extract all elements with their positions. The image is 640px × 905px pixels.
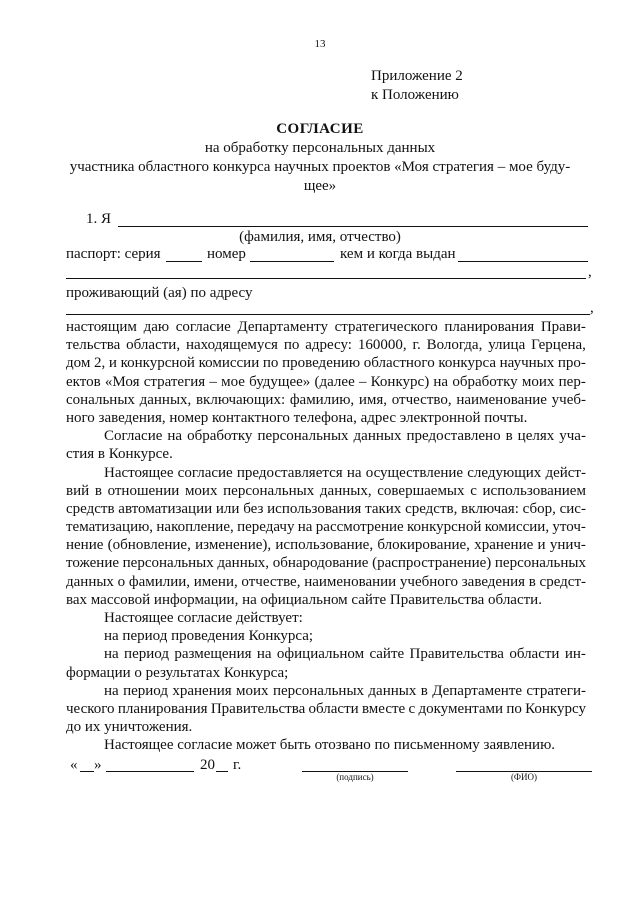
- text-line: стия в Конкурсе.: [66, 446, 173, 463]
- consent-body: [66, 318, 586, 755]
- text-line: ческого планирования Правительства области вместе с документами по Конкурсу: [66, 700, 586, 717]
- passport-number-label: номер: [207, 246, 246, 262]
- item-1-label: 1. Я: [86, 211, 112, 227]
- text-line: формации о результатах Конкурса;: [66, 664, 289, 681]
- date-quote-open: «: [70, 757, 78, 773]
- fio-field-line[interactable]: [118, 226, 588, 227]
- address-field-line[interactable]: [66, 314, 590, 315]
- date-year-suffix: г.: [233, 757, 242, 773]
- text-line: сональных данных, включающих: фамилию, имя, отчество, наименование учеб-: [66, 391, 586, 408]
- text-line: Согласие на обработку персональных данных предоставлено в целях уча-: [104, 428, 586, 445]
- text-line: нение (обновление, изменение), использование, блокирование, хранение и унич-: [66, 537, 586, 554]
- text-line: данных о фамилии, имени, отчестве, наименовании учебного заведения в средст-: [66, 573, 586, 590]
- date-month-field-line[interactable]: [106, 771, 194, 772]
- text-line: ектов «Моя стратегия – мое будущее» (далее – Конкурс) на обработку моих пер-: [66, 373, 586, 390]
- text-line: настоящим даю согласие Департаменту стратегического планирования Прави-: [66, 319, 586, 335]
- date-year-field-line[interactable]: [216, 771, 228, 772]
- text-line: на период проведения Конкурса;: [104, 628, 314, 645]
- text-line: тожение персональных данных, обнародование (распространение) персональных: [66, 555, 586, 572]
- text-line: тематизацию, накопление, передачу на рассмотрение конкурсной комиссии, уточ-: [66, 519, 586, 536]
- address-label: проживающий (ая) по адресу: [66, 285, 253, 301]
- passport-number-field-line[interactable]: [250, 261, 334, 262]
- fio-caption: (фамилия, имя, отчество): [239, 229, 401, 245]
- text-line: дом 2, и конкурсной комиссии по проведению областного конкурса научных про-: [66, 355, 586, 372]
- text-line: до их уничтожения.: [66, 719, 193, 736]
- fio-signature-caption: (ФИО): [510, 772, 538, 782]
- document-title: СОГЛАСИЕ: [276, 121, 364, 137]
- page-number: 13: [314, 38, 326, 50]
- text-line: тельства области, находящемуся по адресу: 160000, г. Вологда, улица Герцена,: [66, 337, 586, 354]
- heading-line-2: на обработку персональных данных: [204, 140, 436, 156]
- appendix-line-2: к Положению: [371, 87, 459, 103]
- heading-line-4: щее»: [303, 178, 337, 194]
- text-line: ного заведения, номер контактного телефона, адрес электронной почты.: [66, 409, 528, 426]
- text-line: Настоящее согласие предоставляется на осуществление следующих дейст-: [104, 464, 586, 481]
- passport-issued-field-line[interactable]: [458, 261, 588, 262]
- text-line: на период размещения на официальном сайте Правительства области ин-: [104, 646, 586, 663]
- signature-caption: (подпись): [336, 772, 374, 782]
- text-line: на период хранения моих персональных данных в Департаменте стратеги-: [104, 682, 586, 699]
- passport-series-label: паспорт: серия: [66, 246, 161, 262]
- text-line: средств автоматизации или без использования таких средств, включая: сбор, сис-: [66, 500, 586, 517]
- date-year-prefix: 20: [200, 757, 215, 773]
- passport-extra-field-line[interactable]: [66, 278, 586, 279]
- appendix-line-1: Приложение 2: [371, 68, 463, 84]
- passport-line-comma: ,: [588, 264, 592, 280]
- address-line-comma: ,: [590, 300, 594, 316]
- date-day-field-line[interactable]: [80, 771, 94, 772]
- text-line: Настоящее согласие действует:: [104, 610, 303, 626]
- passport-issued-label: кем и когда выдан: [340, 246, 456, 262]
- heading-line-3: участника областного конкурса научных проектов «Моя стратегия – мое буду-: [69, 159, 571, 175]
- passport-series-field-line[interactable]: [166, 261, 202, 262]
- text-line: вах массовой информации, на официальном сайте Правительства области.: [66, 591, 542, 608]
- text-line: вий в отношении моих персональных данных, совершаемых с использованием: [66, 482, 586, 499]
- text-line: Настоящее согласие может быть отозвано по письменному заявлению.: [104, 737, 556, 754]
- date-quote-close: »: [94, 757, 102, 773]
